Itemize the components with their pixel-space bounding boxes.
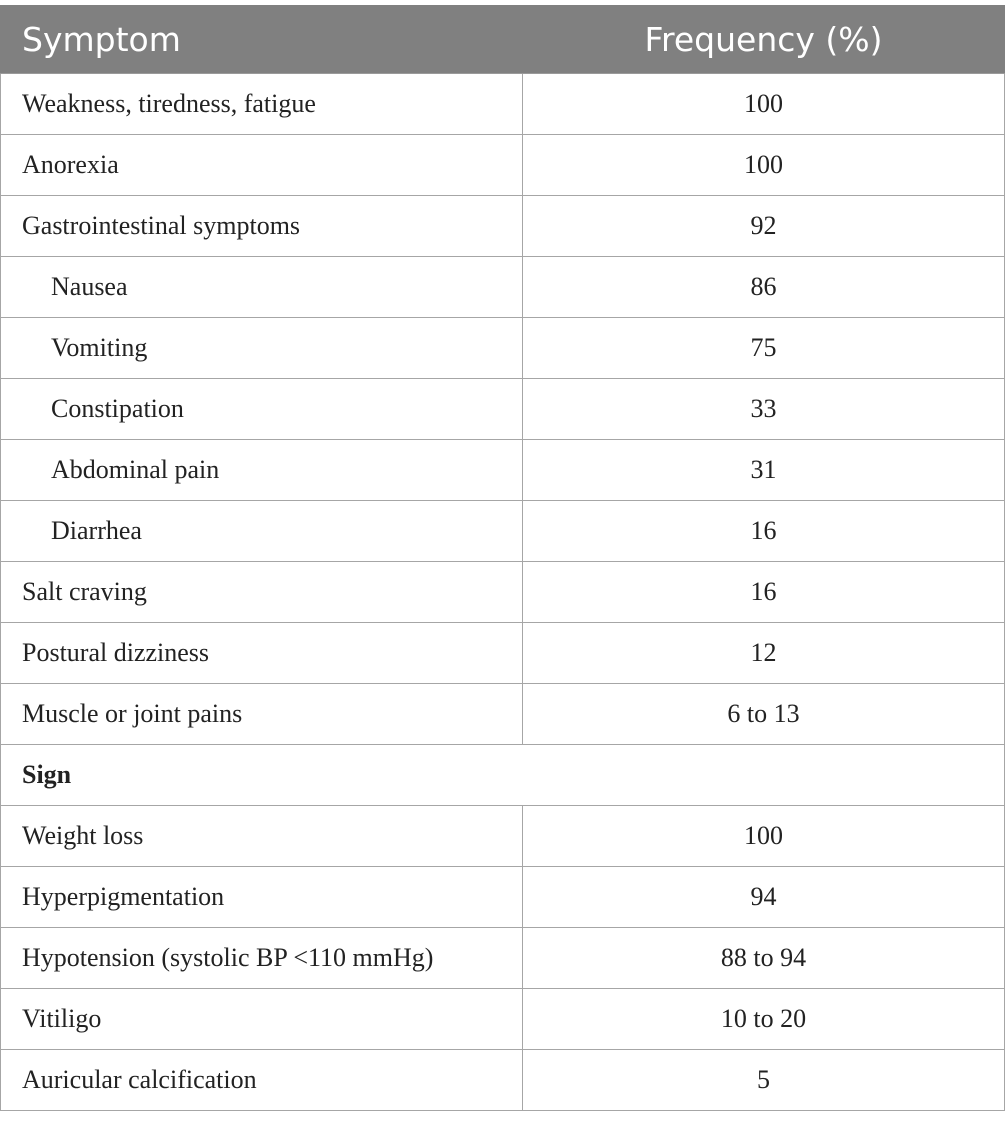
sign-section-title: Sign	[1, 745, 1005, 806]
symptom-label: Anorexia	[1, 135, 523, 196]
frequency-value: 6 to 13	[523, 684, 1005, 745]
frequency-value: 100	[523, 74, 1005, 135]
frequency-value: 100	[523, 806, 1005, 867]
frequency-value: 16	[523, 501, 1005, 562]
frequency-value: 88 to 94	[523, 928, 1005, 989]
frequency-column-header: Frequency (%)	[523, 6, 1005, 74]
frequency-value: 12	[523, 623, 1005, 684]
table-row	[1, 928, 1005, 989]
symptom-label: Postural dizziness	[1, 623, 523, 684]
frequency-value: 5	[523, 1050, 1005, 1111]
symptom-label: Muscle or joint pains	[1, 684, 523, 745]
symptom-sub-label: Nausea	[1, 257, 523, 318]
symptom-label: Weakness, tiredness, fatigue	[1, 74, 523, 135]
frequency-value: 86	[523, 257, 1005, 318]
table-row	[1, 989, 1005, 1050]
frequency-value: 10 to 20	[523, 989, 1005, 1050]
sign-label: Hyperpigmentation	[1, 867, 523, 928]
table-row	[1, 623, 1005, 684]
symptom-sub-label: Diarrhea	[1, 501, 523, 562]
table-row	[1, 318, 1005, 379]
sign-label: Vitiligo	[1, 989, 523, 1050]
sign-label: Hypotension (systolic BP <110 mmHg)	[1, 928, 523, 989]
frequency-value: 33	[523, 379, 1005, 440]
table-row	[1, 257, 1005, 318]
table-row	[1, 1050, 1005, 1111]
symptom-frequency-table	[0, 5, 1005, 1111]
frequency-value: 94	[523, 867, 1005, 928]
symptom-frequency-table-container	[0, 5, 1005, 1111]
sign-section-row	[1, 745, 1005, 806]
sign-label: Auricular calcification	[1, 1050, 523, 1111]
symptom-column-header: Symptom	[1, 6, 523, 74]
symptom-sub-label: Constipation	[1, 379, 523, 440]
table-row	[1, 684, 1005, 745]
table-header-row	[1, 6, 1005, 74]
table-row	[1, 501, 1005, 562]
frequency-value: 92	[523, 196, 1005, 257]
table-row	[1, 196, 1005, 257]
frequency-value: 100	[523, 135, 1005, 196]
table-row	[1, 135, 1005, 196]
symptom-sub-label: Abdominal pain	[1, 440, 523, 501]
symptom-label: Gastrointestinal symptoms	[1, 196, 523, 257]
table-row	[1, 562, 1005, 623]
table-row	[1, 440, 1005, 501]
table-row	[1, 379, 1005, 440]
symptom-sub-label: Vomiting	[1, 318, 523, 379]
table-row	[1, 74, 1005, 135]
frequency-value: 16	[523, 562, 1005, 623]
frequency-value: 31	[523, 440, 1005, 501]
table-row	[1, 867, 1005, 928]
table-row	[1, 806, 1005, 867]
sign-label: Weight loss	[1, 806, 523, 867]
symptom-label: Salt craving	[1, 562, 523, 623]
frequency-value: 75	[523, 318, 1005, 379]
